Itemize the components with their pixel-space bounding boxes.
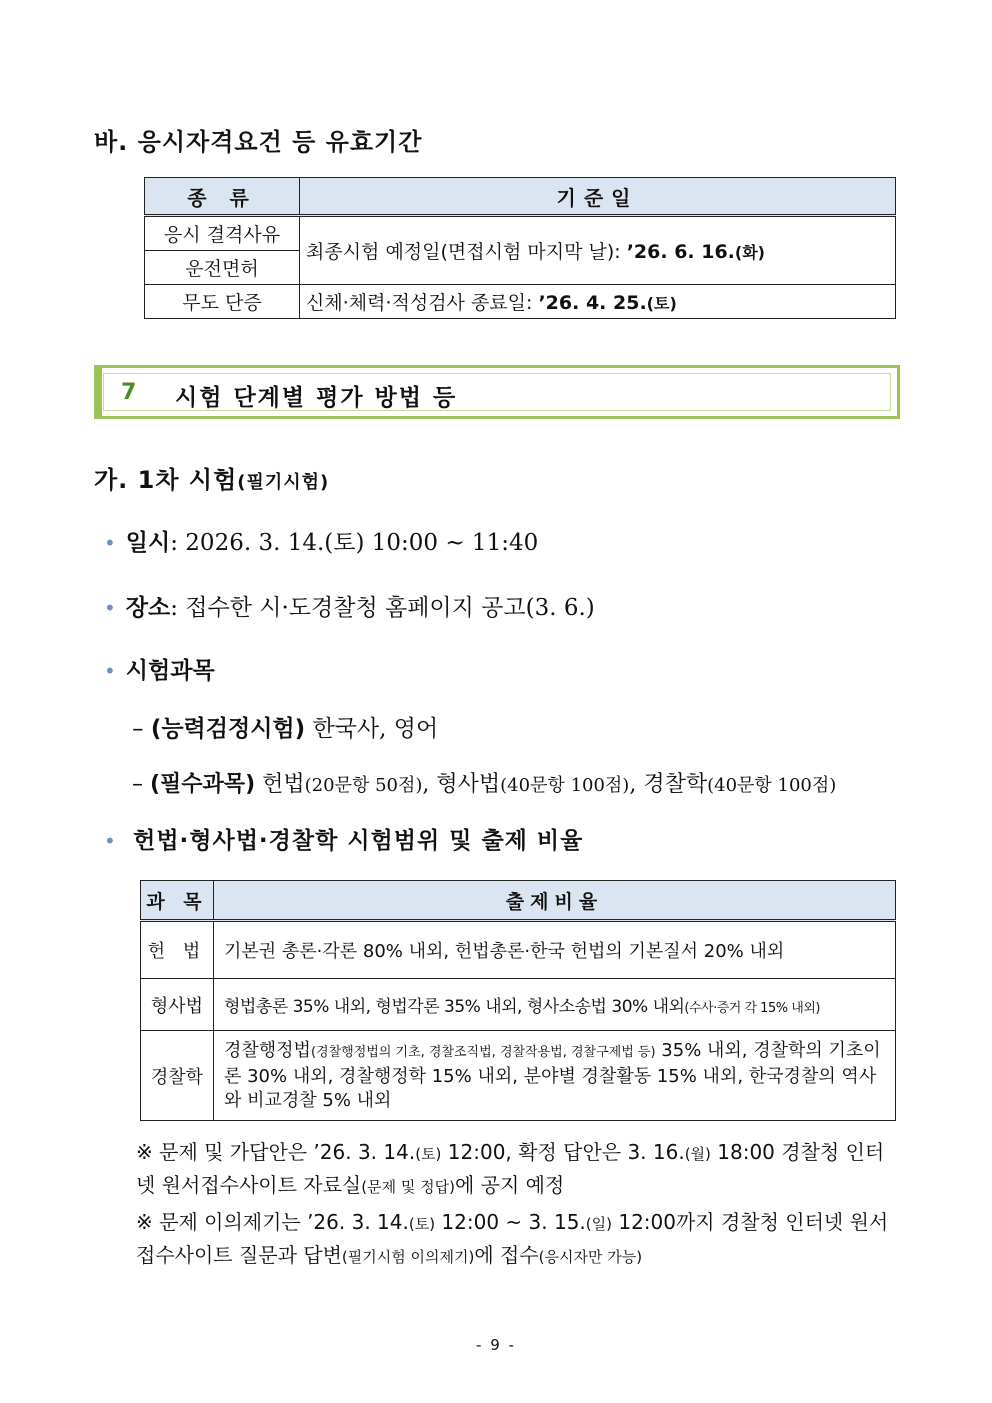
- subject-item: [132, 767, 836, 798]
- subject-part: , 경찰학: [629, 772, 708, 797]
- note-part: 에 공지 예정: [454, 1173, 565, 1197]
- schedule-line: • 일시: 2026. 3. 14.(토) 10:00 ~ 11:40: [104, 530, 539, 556]
- basis-date: ’26. 6. 16.: [626, 241, 735, 263]
- subject-part: (20문항 50점): [304, 775, 423, 796]
- section-ga-title-main: 가. 1차 시험: [94, 466, 238, 494]
- ratio-table: [140, 880, 896, 1121]
- ratio-small: (수사·증거 각 15% 내외): [684, 1001, 820, 1016]
- basis-day: (화): [734, 243, 765, 262]
- note-part: (일): [585, 1215, 612, 1233]
- section-accent-bar: [97, 368, 102, 416]
- table1-basis-cell: [300, 285, 896, 319]
- note-part: (응시자만 가능): [538, 1248, 643, 1266]
- note-item: [136, 1137, 898, 1203]
- table2-ratio-cell: [214, 1031, 896, 1121]
- place-label: 장소: [125, 595, 171, 621]
- subject-part: (40문항 100점): [500, 775, 630, 796]
- subject-item-label: (능력검정시험): [150, 716, 306, 742]
- basis-text: 신체·체력·적성검사 종료일:: [306, 292, 539, 314]
- subject-item: [132, 710, 438, 743]
- section-ga-title-small: (필기시험): [237, 472, 330, 493]
- table1-type-cell: 무도 단증: [145, 285, 300, 319]
- note-part: 에 접수: [474, 1243, 539, 1267]
- note-part: (토): [408, 1215, 436, 1233]
- subjects-label: 시험과목: [125, 658, 215, 684]
- ratio-small: (경찰행정법의 기초, 경찰조직법, 경찰작용법, 경찰구제법 등): [310, 1044, 656, 1060]
- place-value: 접수한 시·도경찰청 홈페이지 공고(3. 6.): [185, 595, 595, 621]
- note-part: 문제 및 가답안은 ’26. 3. 14.: [159, 1140, 416, 1164]
- table1-header-basis: 기준일: [300, 178, 896, 216]
- scope-label: 헌법·형사법·경찰학 시험범위 및 출제 비율: [133, 828, 584, 854]
- subjects-line: [104, 652, 215, 685]
- validity-table: [144, 177, 896, 319]
- subject-part: , 형사법: [422, 772, 501, 797]
- table2-ratio-cell: [214, 979, 896, 1031]
- table1-type-cell: 운전면허: [145, 251, 300, 285]
- place-line: • 장소: 접수한 시·도경찰청 홈페이지 공고(3. 6.): [104, 595, 595, 621]
- section-7-header: [94, 365, 900, 419]
- section-ga-title: [94, 460, 329, 495]
- table2-subject-cell: 경찰학: [141, 1031, 214, 1121]
- note-part: 문제 이의제기는 ’26. 3. 14.: [159, 1210, 409, 1234]
- table2-ratio-cell: 기본권 총론·각론 80% 내외, 헌법총론·한국 헌법의 기본질서 20% 내외: [214, 921, 896, 979]
- note-mark-icon: ※: [136, 1140, 153, 1164]
- note-item: [136, 1207, 898, 1273]
- note-part: (월): [684, 1145, 711, 1163]
- schedule-label: 일시: [125, 530, 171, 556]
- subject-item-value: 한국사, 영어: [312, 716, 439, 742]
- page-number: - 9 -: [476, 1336, 516, 1354]
- note-mark-icon: ※: [136, 1210, 153, 1234]
- bullet-dot-icon: •: [104, 596, 116, 620]
- table1-basis-cell: [300, 216, 896, 285]
- scope-line: [104, 822, 583, 855]
- section-ba-title: 바. 응시자격요건 등 유효기간: [94, 128, 423, 156]
- section-number: 7: [121, 380, 137, 405]
- note-part: 18:00 경찰청 인터넷 원서접수사이트 자료실: [136, 1140, 885, 1197]
- basis-text: 최종시험 예정일(면접시험 마지막 날):: [306, 241, 627, 263]
- table1-header-type: 종 류: [145, 178, 300, 216]
- ratio-main: 형법총론 35% 내외, 형법각론 35% 내외, 형사소송법 30% 내외: [224, 997, 685, 1017]
- bullet-dot-icon: •: [104, 531, 116, 555]
- bullet-dot-icon: •: [104, 829, 116, 853]
- subject-part: 헌법: [262, 772, 305, 797]
- subject-item-label: (필수과목): [150, 772, 256, 797]
- note-part: (필기시험 이의제기): [341, 1248, 475, 1266]
- note-part: (토): [415, 1145, 442, 1163]
- section-title: 시험 단계별 평가 방법 등: [175, 385, 458, 411]
- subject-part: (40문항 100점): [707, 775, 837, 796]
- note-part: 12:00, 확정 답안은 3. 16.: [441, 1140, 685, 1164]
- dash-icon: –: [132, 716, 144, 742]
- note-part: 12:00까지 경찰청 인터넷 원서접수사이트 질문과 답변: [136, 1210, 889, 1267]
- table2-header-ratio: 출제비율: [214, 881, 896, 921]
- schedule-value: 2026. 3. 14.(토) 10:00 ~ 11:40: [185, 530, 539, 556]
- table1-type-cell: 응시 결격사유: [145, 216, 300, 251]
- ratio-rest: 35% 내외, 경찰학의 기초이론 30% 내외, 경찰행정학 15% 내외, 분야별 경찰활동 15% 내외, 한국경찰의 역사와 비교경찰 5% 내외: [224, 1039, 881, 1111]
- note-part: 12:00 ~ 3. 15.: [435, 1210, 586, 1234]
- basis-day: (토): [646, 294, 677, 313]
- bullet-dot-icon: •: [104, 659, 116, 683]
- basis-date: ’26. 4. 25.: [538, 292, 647, 314]
- dash-icon: –: [132, 772, 143, 797]
- table2-subject-cell: 형사법: [141, 979, 214, 1031]
- ratio-head: 경찰행정법: [224, 1039, 311, 1061]
- note-part: (문제 및 정답): [361, 1178, 455, 1196]
- table2-subject-cell: 헌 법: [141, 921, 214, 979]
- table2-header-subject: 과 목: [141, 881, 214, 921]
